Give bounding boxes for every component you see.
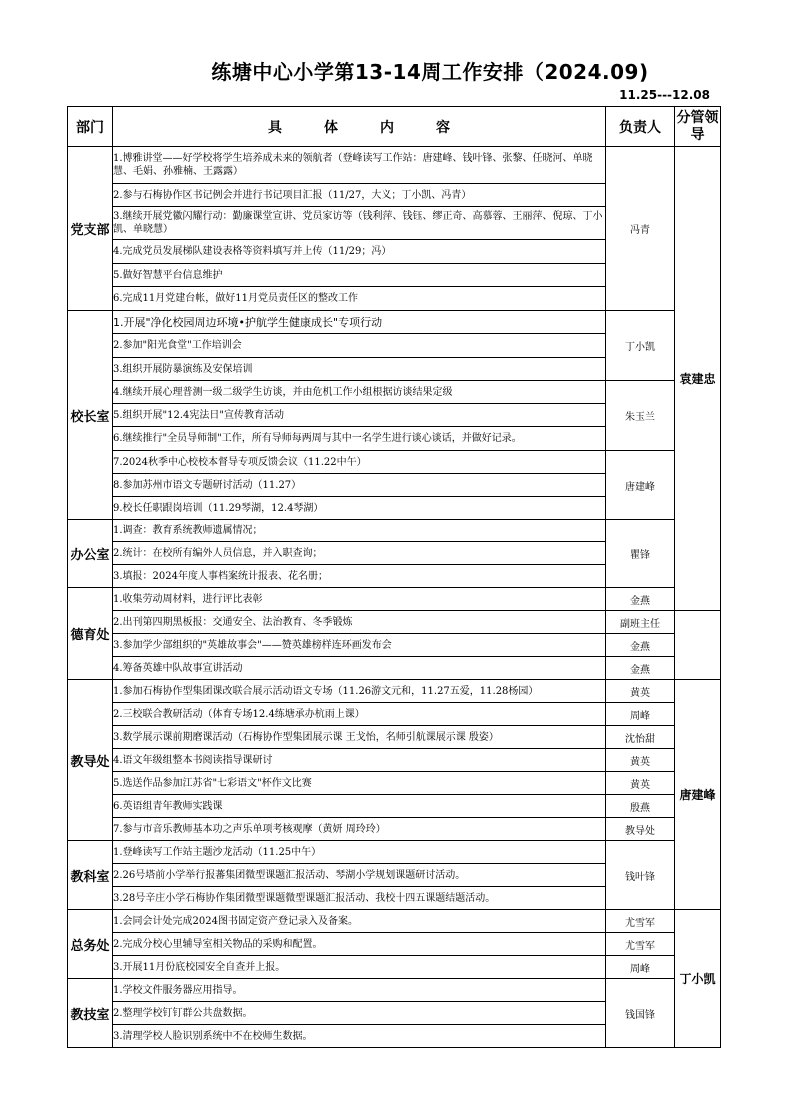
task-item: 3.参加学少部组织的"英雄故事会"——赞英雄榜样连环画发布会: [113, 634, 606, 657]
header-leader: 分管领导: [675, 107, 721, 147]
dept-jiaodaochu: 教导处: [68, 680, 113, 841]
task-item: 3.开展11月份底校园安全自查并上报。: [113, 956, 606, 979]
table-row: [68, 147, 721, 184]
responsible-cell: 唐建峰: [606, 451, 675, 520]
task-item: 3.清理学校人脸识别系统中不在校师生数据。: [113, 1025, 606, 1048]
responsible-cell: 冯青: [606, 147, 675, 311]
task-item: 3.组织开展防暴演练及安保培训: [113, 358, 606, 381]
header-responsible: 负责人: [606, 107, 675, 147]
task-item: 1.调查：教育系统教师遗属情况；: [113, 520, 606, 542]
task-item: 5.做好智慧平台信息维护: [113, 264, 606, 287]
table-row: [68, 979, 721, 1002]
task-item: 9.校长任职跟岗培训（11.29琴湖，12.4琴湖）: [113, 497, 606, 520]
responsible-cell: 尤雪军: [606, 933, 675, 956]
table-row: [68, 726, 721, 749]
task-item: 2.参加"阳光食堂"工作培训会: [113, 334, 606, 358]
task-item: 5.选送作品参加江苏省"七彩语文"杯作文比赛: [113, 772, 606, 795]
responsible-cell: 金燕: [606, 657, 675, 680]
dept-jiaokeshi: 教科室: [68, 841, 113, 910]
header-dept: 部门: [68, 107, 113, 147]
task-item: 7.参与市音乐教师基本功之声乐单项考核观摩（黄妍 周玲玲）: [113, 818, 606, 841]
table-row: [68, 588, 721, 611]
responsible-cell: 尤雪军: [606, 910, 675, 933]
task-item: 5.组织开展"12.4宪法日"宣传教育活动: [113, 404, 606, 427]
dept-dangzhibu: 党支部: [68, 147, 113, 311]
responsible-cell: 黄英: [606, 772, 675, 795]
dept-bangongshi: 办公室: [68, 520, 113, 588]
task-item: 4.语文年级组整本书阅读指导课研讨: [113, 749, 606, 772]
table-row: [68, 841, 721, 864]
date-range: 11.25---12.08: [619, 88, 710, 102]
task-item: 3.填报：2024年度人事档案统计报表、花名册；: [113, 565, 606, 588]
page-title: 练塘中心小学第13-14周工作安排（2024.09): [211, 60, 649, 84]
table-row: [68, 381, 721, 404]
task-item: 2.26号塔前小学举行报蕃集团微型课题汇报活动、琴湖小学规划课题研讨活动。: [113, 864, 606, 887]
table-row: [68, 680, 721, 703]
table-row: [68, 634, 721, 657]
responsible-cell: 黄英: [606, 680, 675, 703]
table-row: [68, 933, 721, 956]
responsible-cell: 周峰: [606, 703, 675, 726]
table-row: [68, 611, 721, 634]
task-item: 3.继续开展党徽闪耀行动：勤廉课堂宣讲、党员家访等（钱利萍、钱钰、缪正奇、高慕蓉、王丽萍、倪琼、丁小凯、单晓慧）: [113, 207, 606, 240]
table-row: [68, 772, 721, 795]
task-item: 2.完成分校心里辅导室相关物品的采购和配置。: [113, 933, 606, 956]
task-item: 6.英语组青年教师实践课: [113, 795, 606, 818]
responsible-cell: 周峰: [606, 956, 675, 979]
dept-jiaojishi: 教技室: [68, 979, 113, 1048]
table-row: [68, 818, 721, 841]
responsible-cell: 钱叶锋: [606, 841, 675, 910]
schedule-table: [67, 106, 721, 1048]
responsible-cell: 丁小凯: [606, 311, 675, 381]
task-item: 1.参加石梅协作型集团课改联合展示活动语文专场（11.26游文元和，11.27五爱，11.28杨园）: [113, 680, 606, 703]
table-row: [68, 451, 721, 474]
task-item: 3.28号辛庄小学石梅协作集团微型课题微型课题汇报活动、我校十四五课题结题活动。: [113, 887, 606, 910]
responsible-cell: 瞿锋: [606, 520, 675, 588]
leader-cell: 袁建忠: [675, 147, 721, 611]
table-row: [68, 520, 721, 542]
responsible-cell: 金燕: [606, 634, 675, 657]
dept-deyuchu: 德育处: [68, 588, 113, 680]
responsible-cell: 教导处: [606, 818, 675, 841]
table-row: [68, 956, 721, 979]
task-item: 2.出刊第四期黑板报：交通安全、法治教育、冬季锻炼: [113, 611, 606, 634]
responsible-cell: 朱玉兰: [606, 381, 675, 451]
task-item: 6.完成11月党建台帐，做好11月党员责任区的整改工作: [113, 287, 606, 311]
task-item: 1.学校文件服务器应用指导。: [113, 979, 606, 1002]
task-item: 1.博雅讲堂——好学校将学生培养成未来的领航者（登峰读写工作站：唐建峰、钱叶锋、张黎、任晓河、单晓慧、毛娟、孙雅楠、王露露）: [113, 147, 606, 184]
table-row: [68, 910, 721, 933]
task-item: 4.筹备英雄中队故事宣讲活动: [113, 657, 606, 680]
table-header-row: [68, 107, 721, 147]
dept-xiaozhangshi: 校长室: [68, 311, 113, 520]
table-row: [68, 749, 721, 772]
responsible-cell: 黄英: [606, 749, 675, 772]
table-row: [68, 795, 721, 818]
leader-cell: 唐建峰: [675, 680, 721, 910]
task-item: 3.数学展示课前期磨课活动（石梅协作型集团展示课 王戈怡，名师引航课展示课 殷姿）: [113, 726, 606, 749]
task-item: 2.参与石梅协作区书记例会并进行书记项目汇报（11/27，大义；丁小凯、冯青）: [113, 184, 606, 207]
task-item: 2.三校联合教研活动（体育专场12.4练塘承办杭雨上课）: [113, 703, 606, 726]
task-item: 2.统计：在校所有编外人员信息，并入职查询；: [113, 542, 606, 565]
responsible-cell: 殷燕: [606, 795, 675, 818]
task-item: 8.参加苏州市语文专题研讨活动（11.27）: [113, 474, 606, 497]
responsible-cell: 钱国锋: [606, 979, 675, 1048]
task-item: 4.继续开展心理普测一级二级学生访谈，并由危机工作小组根据访谈结果定级: [113, 381, 606, 404]
responsible-cell: 沈怡甜: [606, 726, 675, 749]
task-item: 1.登峰读写工作站主题沙龙活动（11.25中午）: [113, 841, 606, 864]
responsible-cell: 金燕: [606, 588, 675, 611]
task-item: 1.会同会计处完成2024图书固定资产登记录入及备案。: [113, 910, 606, 933]
leader-cell: 丁小凯: [675, 910, 721, 1048]
header-content: 具体内容: [113, 107, 606, 147]
task-item: 2.整理学校钉钉群公共盘数据。: [113, 1002, 606, 1025]
task-item: 6.继续推行"全员导师制"工作，所有导师每两周与其中一名学生进行谈心谈话，并做好记录。: [113, 427, 606, 451]
responsible-cell: 副班主任: [606, 611, 675, 634]
task-item: 1.收集劳动周材料，进行评比表彰: [113, 588, 606, 611]
table-row: [68, 703, 721, 726]
task-item: 7.2024秋季中心校校本督导专项反馈会议（11.22中午）: [113, 451, 606, 474]
task-item: 4.完成党员发展梯队建设表格等资料填写并上传（11/29；冯）: [113, 240, 606, 264]
dept-zongwuchu: 总务处: [68, 910, 113, 979]
table-row: [68, 657, 721, 680]
table-row: [68, 311, 721, 334]
task-item: 1.开展"净化校园周边环境•护航学生健康成长"专项行动: [113, 311, 606, 334]
